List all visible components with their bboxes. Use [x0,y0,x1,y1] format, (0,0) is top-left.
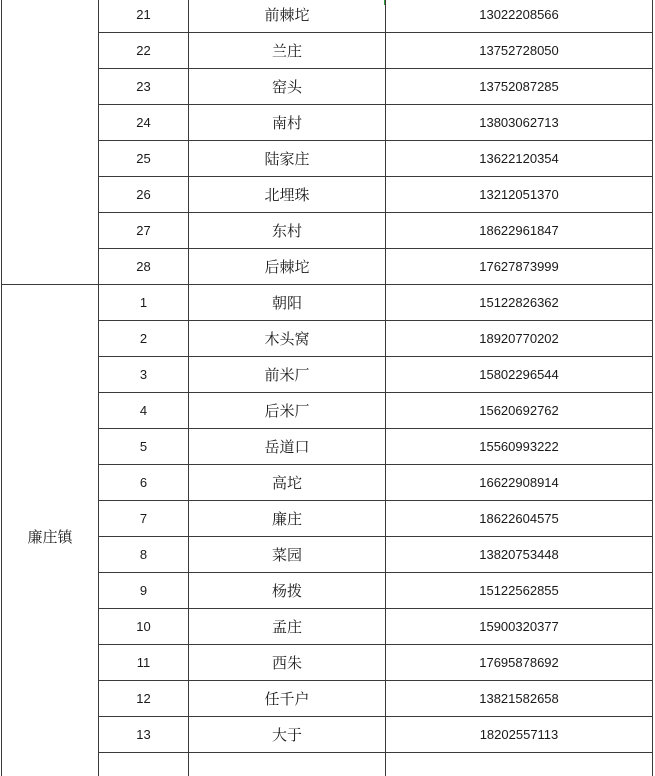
table-row [2,681,653,717]
table-row [2,177,653,213]
row-number-cell: 26 [99,177,189,213]
cell-cursor-mark [384,0,385,5]
row-number-cell: 13 [99,717,189,753]
phone-number-cell: 15122562855 [386,573,653,609]
village-name-cell: 大于 [189,717,386,753]
phone-number-cell: 18622961847 [386,213,653,249]
phone-number-cell: 15560993222 [386,429,653,465]
phone-number-cell [386,753,653,776]
row-number-cell: 5 [99,429,189,465]
village-name-cell: 孟庄 [189,609,386,645]
phone-number-cell: 17627873999 [386,249,653,285]
table-row [2,249,653,285]
table-row [2,753,653,776]
village-name-cell: 任千户 [189,681,386,717]
village-name-cell: 西朱 [189,645,386,681]
village-name-cell: 陆家庄 [189,141,386,177]
village-name-cell: 前棘坨 [189,0,386,33]
phone-number-cell: 15122826362 [386,285,653,321]
village-name-cell: 后米厂 [189,393,386,429]
phone-number-cell: 17695878692 [386,645,653,681]
table-row [2,357,653,393]
phone-number-cell: 15620692762 [386,393,653,429]
table-row [2,537,653,573]
village-name-cell: 朝阳 [189,285,386,321]
village-contact-table [1,0,653,776]
table-row [2,465,653,501]
phone-number-cell: 18920770202 [386,321,653,357]
table-row [2,429,653,465]
row-number-cell: 8 [99,537,189,573]
village-name-cell: 窑头 [189,69,386,105]
row-number-cell: 9 [99,573,189,609]
row-number-cell: 7 [99,501,189,537]
phone-number-cell: 15802296544 [386,357,653,393]
row-number-cell: 25 [99,141,189,177]
phone-number-cell: 15900320377 [386,609,653,645]
village-name-cell: 北埋珠 [189,177,386,213]
table-row [2,501,653,537]
table-row [2,321,653,357]
row-number-cell: 12 [99,681,189,717]
phone-number-cell: 13821582658 [386,681,653,717]
village-name-cell: 后棘坨 [189,249,386,285]
town-cell: 廉庄镇 [2,285,99,776]
village-name-cell: 岳道口 [189,429,386,465]
table-row [2,69,653,105]
phone-number-cell: 13022208566 [386,0,653,33]
row-number-cell: 28 [99,249,189,285]
phone-number-cell: 18202557113 [386,717,653,753]
row-number-cell: 10 [99,609,189,645]
table-row [2,393,653,429]
village-name-cell: 木头窝 [189,321,386,357]
row-number-cell: 24 [99,105,189,141]
table-row [2,213,653,249]
row-number-cell: 27 [99,213,189,249]
table-row [2,0,653,33]
phone-number-cell: 16622908914 [386,465,653,501]
row-number-cell: 21 [99,0,189,33]
row-number-cell: 4 [99,393,189,429]
phone-number-cell: 13803062713 [386,105,653,141]
village-name-cell: 廉庄 [189,501,386,537]
table-row [2,285,653,321]
village-name-cell: 杨拨 [189,573,386,609]
table-row [2,573,653,609]
row-number-cell: 1 [99,285,189,321]
town-cell [2,0,99,285]
table-row [2,105,653,141]
row-number-cell: 11 [99,645,189,681]
table-row [2,141,653,177]
village-name-cell: 前米厂 [189,357,386,393]
row-number-cell: 2 [99,321,189,357]
village-name-cell [189,753,386,776]
village-name-cell: 南村 [189,105,386,141]
phone-number-cell: 13752087285 [386,69,653,105]
phone-number-cell: 13622120354 [386,141,653,177]
village-name-cell: 兰庄 [189,33,386,69]
village-name-cell: 东村 [189,213,386,249]
phone-number-cell: 18622604575 [386,501,653,537]
phone-number-cell: 13752728050 [386,33,653,69]
row-number-cell [99,753,189,776]
village-name-cell: 高坨 [189,465,386,501]
row-number-cell: 22 [99,33,189,69]
village-name-cell: 菜园 [189,537,386,573]
phone-number-cell: 13212051370 [386,177,653,213]
phone-number-cell: 13820753448 [386,537,653,573]
table-row [2,609,653,645]
table-row [2,33,653,69]
table-row [2,717,653,753]
row-number-cell: 23 [99,69,189,105]
row-number-cell: 3 [99,357,189,393]
table-body [2,0,653,776]
row-number-cell: 6 [99,465,189,501]
table-row [2,645,653,681]
